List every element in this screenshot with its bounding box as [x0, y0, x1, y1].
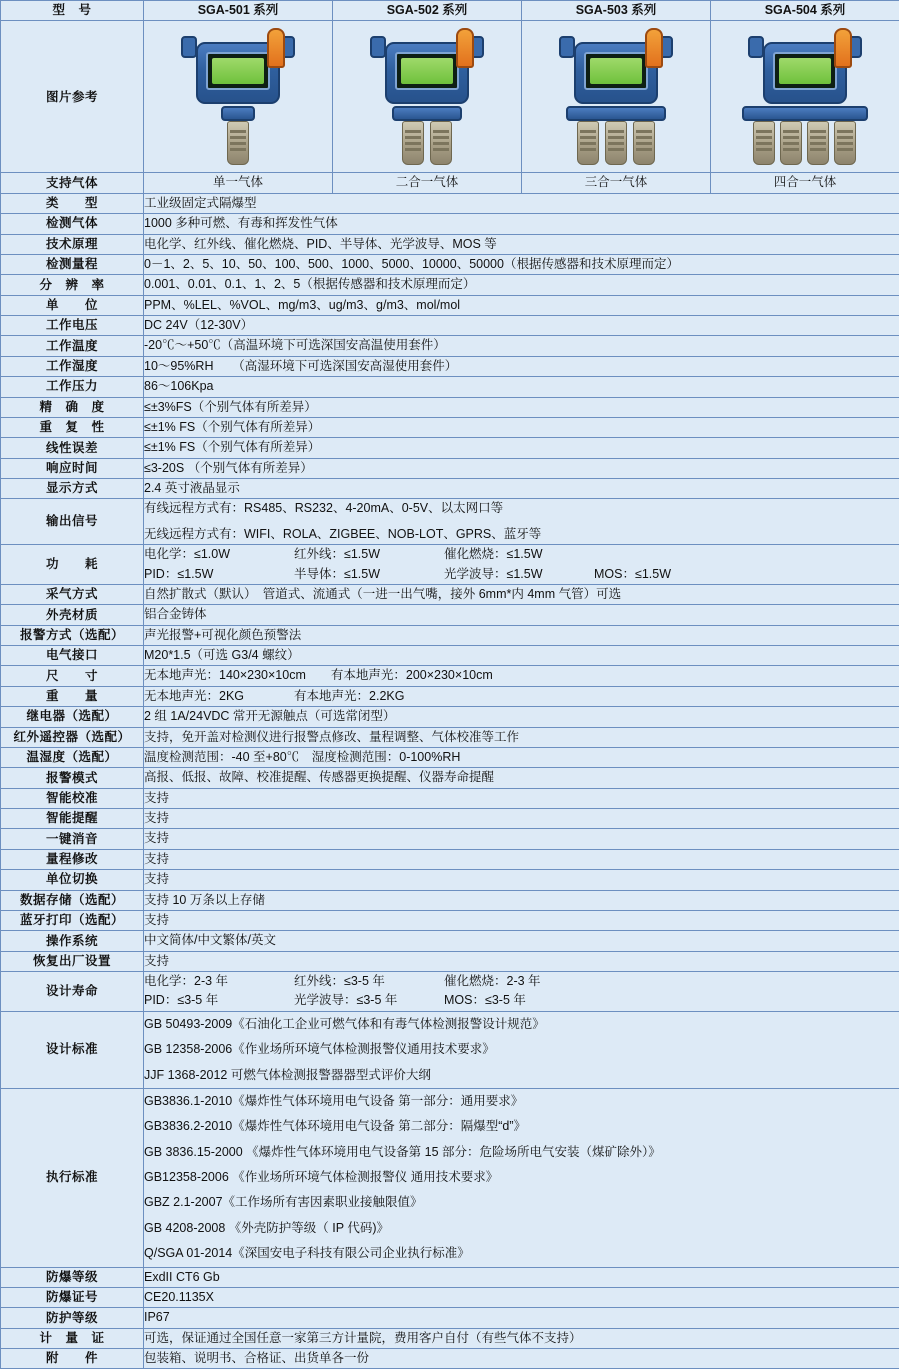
table-row: [1, 890, 899, 910]
row-label: 工作湿度: [1, 356, 144, 376]
row-value: 声光报警+可视化颜色预警法: [144, 625, 899, 645]
row-label: 量程修改: [1, 849, 144, 869]
gas-probe-1: [402, 121, 424, 165]
table-row: [1, 295, 899, 315]
alarm-light-icon: [834, 28, 852, 68]
row-value: 包装箱、说明书、合格证、出货单各一份: [144, 1349, 899, 1369]
row-label: 恢复出厂设置: [1, 951, 144, 971]
life-electrochemical: 电化学：2-3 年: [144, 974, 229, 988]
gas-support-501: 单一气体: [144, 173, 333, 193]
row-value: ≤3-20S （个别气体有所差异）: [144, 458, 899, 478]
row-value: 2 组 1A/24VDC 常开无源触点（可选常闭型）: [144, 707, 899, 727]
product-image-502: [333, 21, 522, 173]
table-row-images: [1, 21, 899, 173]
row-value: 0－1、2、5、10、50、100、500、1000、5000、10000、50000（根据传感器和技术原理而定）: [144, 254, 899, 274]
row-label-model: 型 号: [1, 1, 144, 21]
table-row: [1, 193, 899, 213]
alarm-light-icon: [456, 28, 474, 68]
row-value: 支持: [144, 951, 899, 971]
mount-lug-left: [748, 36, 764, 58]
manifold-bar: [742, 106, 868, 121]
execute-standard-line-7: Q/SGA 01-2014《深国安电子科技有限公司企业执行标准》: [144, 1246, 470, 1261]
table-row: [1, 336, 899, 356]
gas-support-503: 三合一气体: [522, 173, 711, 193]
row-value: 支持: [144, 849, 899, 869]
row-label: 单 位: [1, 295, 144, 315]
table-row-output-signal: [1, 499, 899, 545]
manifold-bar: [221, 106, 255, 121]
table-row: [1, 646, 899, 666]
table-row: [1, 768, 899, 788]
product-image-501: [144, 21, 333, 173]
row-label-execute-standard: 执行标准: [1, 1088, 144, 1267]
table-row-design-life: [1, 972, 899, 1012]
manifold-bar: [392, 106, 462, 121]
row-value: 高报、低报、故障、校准提醒、传感器更换提醒、仪器寿命提醒: [144, 768, 899, 788]
row-label: 单位切换: [1, 870, 144, 890]
table-row: [1, 254, 899, 274]
power-mos: MOS：≤1.5W: [594, 566, 672, 581]
row-label-design-life: 设计寿命: [1, 972, 144, 1012]
execute-standard-line-4: GB12358-2006 《作业场所环境气体检测报警仪 通用技术要求》: [144, 1170, 499, 1184]
row-label-output-signal: 输出信号: [1, 499, 144, 545]
table-row-gas-support: [1, 173, 899, 193]
row-value: 温度检测范围：-40 至+80℃ 湿度检测范围：0-100%RH: [144, 747, 899, 767]
row-value: 支持 10 万条以上存储: [144, 890, 899, 910]
row-value: 支持: [144, 829, 899, 849]
gas-probe-1: [577, 121, 599, 165]
output-signal-wired: 有线远程方式有：RS485、RS232、4-20mA、0-5V、以太网口等: [144, 501, 504, 516]
row-value-execute-standard: [144, 1088, 899, 1267]
life-pid: PID：≤3-5 年: [144, 993, 219, 1008]
row-label: 防爆证号: [1, 1287, 144, 1307]
row-value-design-life: [144, 972, 899, 1012]
design-life-line-1: [144, 972, 899, 991]
gas-probe-4: [834, 121, 856, 165]
table-row: [1, 849, 899, 869]
row-label: 尺 寸: [1, 666, 144, 686]
row-value: 铝合金铸体: [144, 605, 899, 625]
row-value: ≤±3%FS（个别气体有所差异）: [144, 397, 899, 417]
life-infrared: 红外线：≤3-5 年: [294, 974, 385, 988]
row-label: 类 型: [1, 193, 144, 213]
table-row: [1, 788, 899, 808]
table-row: [1, 707, 899, 727]
gas-probe-1: [227, 121, 249, 165]
table-row: [1, 1328, 899, 1348]
output-signal-wireless: 无线远程方式有：WIFI、ROLA、ZIGBEE、NOB-LOT、GPRS、蓝牙等: [144, 526, 542, 541]
row-label-design-standard: 设计标准: [1, 1011, 144, 1088]
row-label: 检测气体: [1, 214, 144, 234]
product-image-504: [711, 21, 899, 173]
row-label: 分 辨 率: [1, 275, 144, 295]
gas-support-504: 四合一气体: [711, 173, 899, 193]
table-row: [1, 1349, 899, 1369]
row-label: 蓝牙打印（选配）: [1, 910, 144, 930]
table-row: [1, 584, 899, 604]
table-row: [1, 275, 899, 295]
detector-illustration-4: [716, 24, 894, 170]
table-row: [1, 727, 899, 747]
execute-standard-line-6: GB 4208-2008 《外壳防护等级（ IP 代码)》: [144, 1220, 389, 1235]
design-standard-line-3: JJF 1368-2012 可燃气体检测报警器器型式评价大纲: [144, 1067, 431, 1082]
row-value: 2.4 英寸液晶显示: [144, 479, 899, 499]
gas-probe-3: [633, 121, 655, 165]
detector-illustration-2: [338, 24, 516, 170]
table-row: [1, 1267, 899, 1287]
table-row: [1, 438, 899, 458]
row-label: 报警模式: [1, 768, 144, 788]
table-row: [1, 479, 899, 499]
row-label: 智能校准: [1, 788, 144, 808]
row-value: 可选，保证通过全国任意一家第三方计量院，费用客户自付（有些气体不支持）: [144, 1328, 899, 1348]
gas-support-502: 二合一气体: [333, 173, 522, 193]
execute-standard-line-2: GB3836.2-2010《爆炸性气体环境用电气设备 第二部分：隔爆型“d”》: [144, 1119, 527, 1134]
power-infrared: 红外线：≤1.5W: [294, 547, 381, 562]
row-label: 计 量 证: [1, 1328, 144, 1348]
table-row: [1, 870, 899, 890]
table-row: [1, 356, 899, 376]
row-value: PPM、%LEL、%VOL、mg/m3、ug/m3、g/m3、mol/mol: [144, 295, 899, 315]
row-label: 显示方式: [1, 479, 144, 499]
table-row-power: [1, 545, 899, 585]
table-row: [1, 234, 899, 254]
detector-illustration-3: [527, 24, 705, 170]
row-label: 智能提醒: [1, 809, 144, 829]
row-label: 响应时间: [1, 458, 144, 478]
gas-probe-2: [605, 121, 627, 165]
model-501: SGA-501 系列: [144, 1, 333, 21]
mount-lug-left: [370, 36, 386, 58]
row-label: 继电器（选配）: [1, 707, 144, 727]
execute-standard-line-1: GB3836.1-2010《爆炸性气体环境用电气设备 第一部分：通用要求》: [144, 1093, 524, 1108]
row-label: 操作系统: [1, 931, 144, 951]
row-label: 技术原理: [1, 234, 144, 254]
lcd-screen: [212, 58, 264, 84]
execute-standard-line-5: GBZ 2.1-2007《工作场所有害因素职业接触限值》: [144, 1195, 423, 1210]
row-label: 线性误差: [1, 438, 144, 458]
row-value: 支持: [144, 788, 899, 808]
row-label: 防爆等级: [1, 1267, 144, 1287]
gas-probe-2: [780, 121, 802, 165]
model-502: SGA-502 系列: [333, 1, 522, 21]
row-value: 支持: [144, 809, 899, 829]
table-row: [1, 377, 899, 397]
power-electrochemical: 电化学：≤1.0W: [144, 547, 231, 562]
design-standard-line-1: GB 50493-2009《石油化工企业可燃气体和有毒气体检测报警设计规范》: [144, 1016, 545, 1031]
row-value: 自然扩散式（默认） 管道式、流通式（一进一出气嘴，接外 6mm*内 4mm 气管）可选: [144, 584, 899, 604]
row-label: 工作压力: [1, 377, 144, 397]
row-value: 1000 多种可燃、有毒和挥发性气体: [144, 214, 899, 234]
table-row: [1, 1287, 899, 1307]
table-row: [1, 417, 899, 437]
table-row: [1, 1308, 899, 1328]
table-row-design-standard: [1, 1011, 899, 1088]
row-label: 电气接口: [1, 646, 144, 666]
power-pid: PID：≤1.5W: [144, 566, 214, 581]
table-row: [1, 910, 899, 930]
life-catalytic: 催化燃烧：2-3 年: [444, 974, 541, 988]
row-value: ≤±1% FS（个别气体有所差异）: [144, 438, 899, 458]
table-row: [1, 316, 899, 336]
row-label-gas-support: 支持气体: [1, 173, 144, 193]
table-row: [1, 666, 899, 686]
life-mos: MOS：≤3-5 年: [444, 993, 526, 1008]
product-image-503: [522, 21, 711, 173]
life-optical-waveguide: 光学波导：≤3-5 年: [294, 993, 398, 1008]
power-line-2: [144, 565, 899, 584]
lcd-screen: [779, 58, 831, 84]
row-label: 防护等级: [1, 1308, 144, 1328]
row-label: 重 量: [1, 686, 144, 706]
design-standard-line-2: GB 12358-2006《作业场所环境气体检测报警仪通用技术要求》: [144, 1042, 495, 1057]
table-row: [1, 625, 899, 645]
power-catalytic: 催化燃烧：≤1.5W: [444, 547, 543, 562]
row-value: CE20.1135X: [144, 1287, 899, 1307]
row-value: 支持，免开盖对检测仪进行报警点修改、量程调整、气体校准等工作: [144, 727, 899, 747]
row-label: 一键消音: [1, 829, 144, 849]
row-value: -20℃～+50℃（高温环境下可选深国安高温使用套件）: [144, 336, 899, 356]
power-line-1: [144, 545, 899, 564]
row-label: 工作电压: [1, 316, 144, 336]
table-row-execute-standard: [1, 1088, 899, 1267]
row-label: 检测量程: [1, 254, 144, 274]
row-value: ≤±1% FS（个别气体有所差异）: [144, 417, 899, 437]
table-row: [1, 951, 899, 971]
row-value: 86～106Kpa: [144, 377, 899, 397]
table-row: [1, 397, 899, 417]
row-value: 电化学、红外线、催化燃烧、PID、半导体、光学波导、MOS 等: [144, 234, 899, 254]
row-label: 采气方式: [1, 584, 144, 604]
power-optical-waveguide: 光学波导：≤1.5W: [444, 566, 543, 581]
row-label: 工作温度: [1, 336, 144, 356]
row-value: 0.001、0.01、0.1、1、2、5（根据传感器和技术原理而定）: [144, 275, 899, 295]
row-label: 红外遥控器（选配）: [1, 727, 144, 747]
row-value: IP67: [144, 1308, 899, 1328]
row-value-output-signal: [144, 499, 899, 545]
model-504: SGA-504 系列: [711, 1, 899, 21]
power-semiconductor: 半导体：≤1.5W: [294, 566, 381, 581]
mount-lug-left: [559, 36, 575, 58]
row-value: 中文简体/中文繁体/英文: [144, 931, 899, 951]
detector-illustration-1: [149, 24, 327, 170]
table-row: [1, 931, 899, 951]
row-value-design-standard: [144, 1011, 899, 1088]
row-label: 外壳材质: [1, 605, 144, 625]
row-label: 附 件: [1, 1349, 144, 1369]
row-label: 精 确 度: [1, 397, 144, 417]
execute-standard-line-3: GB 3836.15-2000 《爆炸性气体环境用电气设备第 15 部分：危险场所电气安装（煤矿除外）》: [144, 1144, 661, 1159]
row-label-power: 功 耗: [1, 545, 144, 585]
row-value: 10～95%RH （高湿环境下可选深国安高湿使用套件）: [144, 356, 899, 376]
row-label: 报警方式（选配）: [1, 625, 144, 645]
design-life-line-2: [144, 991, 899, 1010]
manifold-bar: [566, 106, 666, 121]
table-row-model: [1, 1, 899, 21]
row-value: ExdII CT6 Gb: [144, 1267, 899, 1287]
table-row: [1, 829, 899, 849]
table-row: [1, 458, 899, 478]
gas-probe-1: [753, 121, 775, 165]
row-value: M20*1.5（可选 G3/4 螺纹）: [144, 646, 899, 666]
gas-probe-2: [430, 121, 452, 165]
row-value: 工业级固定式隔爆型: [144, 193, 899, 213]
row-value: 支持: [144, 870, 899, 890]
mount-lug-left: [181, 36, 197, 58]
table-row: [1, 686, 899, 706]
row-value: 无本地声光：2KG 有本地声光：2.2KG: [144, 686, 899, 706]
table-row: [1, 605, 899, 625]
lcd-screen: [401, 58, 453, 84]
row-value: 无本地声光：140×230×10cm 有本地声光：200×230×10cm: [144, 666, 899, 686]
lcd-screen: [590, 58, 642, 84]
row-value-power: [144, 545, 899, 585]
row-label: 温湿度（选配）: [1, 747, 144, 767]
model-503: SGA-503 系列: [522, 1, 711, 21]
table-row: [1, 809, 899, 829]
gas-probe-3: [807, 121, 829, 165]
row-value: DC 24V（12-30V）: [144, 316, 899, 336]
table-row: [1, 214, 899, 234]
row-value: 支持: [144, 910, 899, 930]
row-label-image: 图片参考: [1, 21, 144, 173]
table-row: [1, 747, 899, 767]
alarm-light-icon: [645, 28, 663, 68]
row-label: 重 复 性: [1, 417, 144, 437]
row-label: 数据存储（选配）: [1, 890, 144, 910]
alarm-light-icon: [267, 28, 285, 68]
